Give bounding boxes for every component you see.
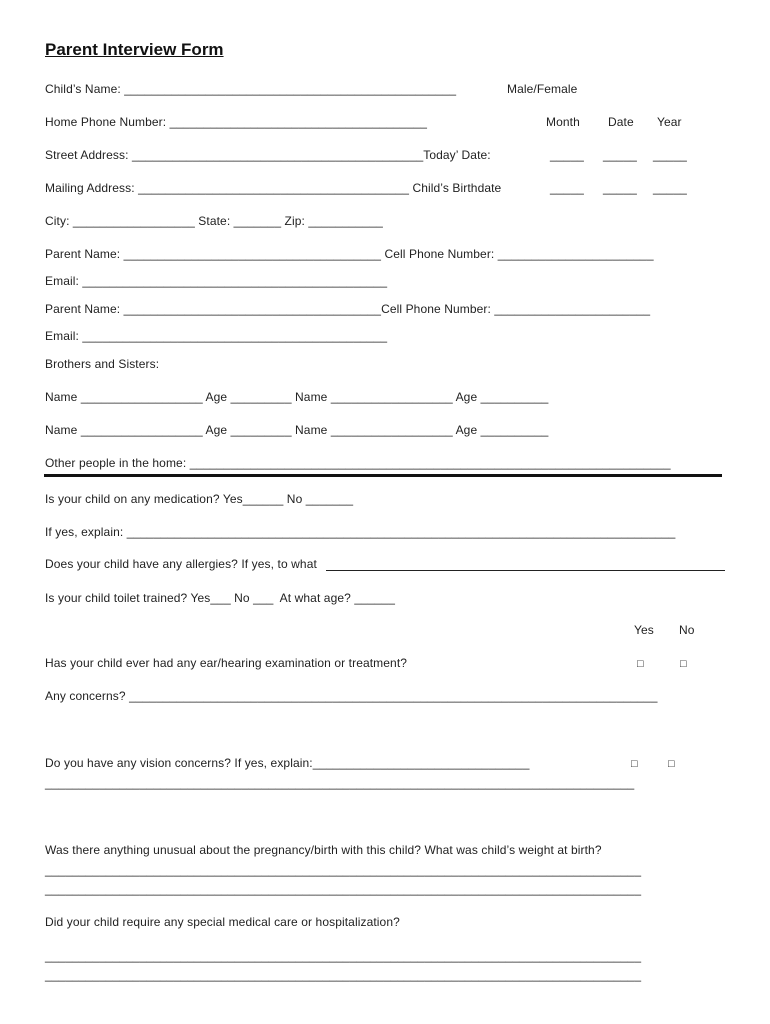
pregnancy-question: Was there anything unusual about the pregnancy/birth with this child? What was child’s weight at birth? — [45, 843, 602, 857]
parent1-email-field[interactable]: Email: _____________________________________________ — [45, 274, 388, 288]
allergies-question: Does your child have any allergies? If yes, to what — [45, 557, 317, 571]
birth-year-blank[interactable]: _____ — [653, 181, 687, 195]
vision-no-checkbox[interactable]: □ — [668, 758, 675, 770]
home-phone-field[interactable]: Home Phone Number: ______________________________________ — [45, 115, 428, 129]
birth-date-blank[interactable]: _____ — [603, 181, 637, 195]
parent2-name-field[interactable]: Parent Name: ______________________________________Cell Phone Number: _______________________ — [45, 302, 651, 316]
pregnancy-answer-line-1[interactable]: ________________________________________________________________________________________ — [45, 863, 642, 877]
special-care-answer-line-1[interactable]: ________________________________________________________________________________________ — [45, 949, 642, 963]
medication-question[interactable]: Is your child on any medication? Yes______ No _______ — [45, 492, 354, 506]
month-header: Month — [546, 115, 580, 129]
siblings-label: Brothers and Sisters: — [45, 357, 160, 371]
pregnancy-answer-line-2[interactable]: ________________________________________________________________________________________ — [45, 882, 642, 896]
hearing-yes-checkbox[interactable]: □ — [637, 658, 644, 670]
vision-yes-checkbox[interactable]: □ — [631, 758, 638, 770]
sibling-row-2[interactable]: Name __________________ Age _________ Name __________________ Age __________ — [45, 423, 549, 437]
yes-column-header: Yes — [634, 623, 654, 637]
sibling-row-1[interactable]: Name __________________ Age _________ Name __________________ Age __________ — [45, 390, 549, 404]
vision-answer-line[interactable]: _______________________________________________________________________________________ — [45, 776, 635, 790]
concerns-field[interactable]: Any concerns? ______________________________________________________________________________ — [45, 689, 658, 703]
allergies-answer-line[interactable] — [326, 570, 725, 571]
date-header: Date — [608, 115, 634, 129]
vision-question[interactable]: Do you have any vision concerns? If yes, explain:________________________________ — [45, 756, 530, 770]
no-column-header: No — [679, 623, 695, 637]
year-header: Year — [657, 115, 682, 129]
section-divider — [44, 474, 722, 477]
today-date-blank[interactable]: _____ — [603, 148, 637, 162]
other-people-field[interactable]: Other people in the home: _______________________________________________________________________ — [45, 456, 671, 470]
special-care-answer-line-2[interactable]: ________________________________________________________________________________________ — [45, 968, 642, 982]
medication-explain-field[interactable]: If yes, explain: _________________________________________________________________________________ — [45, 525, 676, 539]
parent2-email-field[interactable]: Email: _____________________________________________ — [45, 329, 388, 343]
special-care-question: Did your child require any special medical care or hospitalization? — [45, 915, 400, 929]
birth-month-blank[interactable]: _____ — [550, 181, 584, 195]
hearing-no-checkbox[interactable]: □ — [680, 658, 687, 670]
street-address-field[interactable]: Street Address: ___________________________________________Today’ Date: — [45, 148, 491, 162]
mailing-address-field[interactable]: Mailing Address: ________________________________________ Child’s Birthdate — [45, 181, 502, 195]
sex-label: Male/Female — [507, 82, 578, 96]
childs-name-field[interactable]: Child’s Name: _________________________________________________ — [45, 82, 457, 96]
hearing-question: Has your child ever had any ear/hearing examination or treatment? — [45, 656, 408, 670]
page-title: Parent Interview Form — [45, 40, 224, 59]
today-month-blank[interactable]: _____ — [550, 148, 584, 162]
toilet-trained-question[interactable]: Is your child toilet trained? Yes___ No ___ At what age? ______ — [45, 591, 395, 605]
city-state-zip-field[interactable]: City: __________________ State: _______ Zip: ___________ — [45, 214, 383, 228]
today-year-blank[interactable]: _____ — [653, 148, 687, 162]
parent1-name-field[interactable]: Parent Name: ______________________________________ Cell Phone Number: _______________________ — [45, 247, 654, 261]
